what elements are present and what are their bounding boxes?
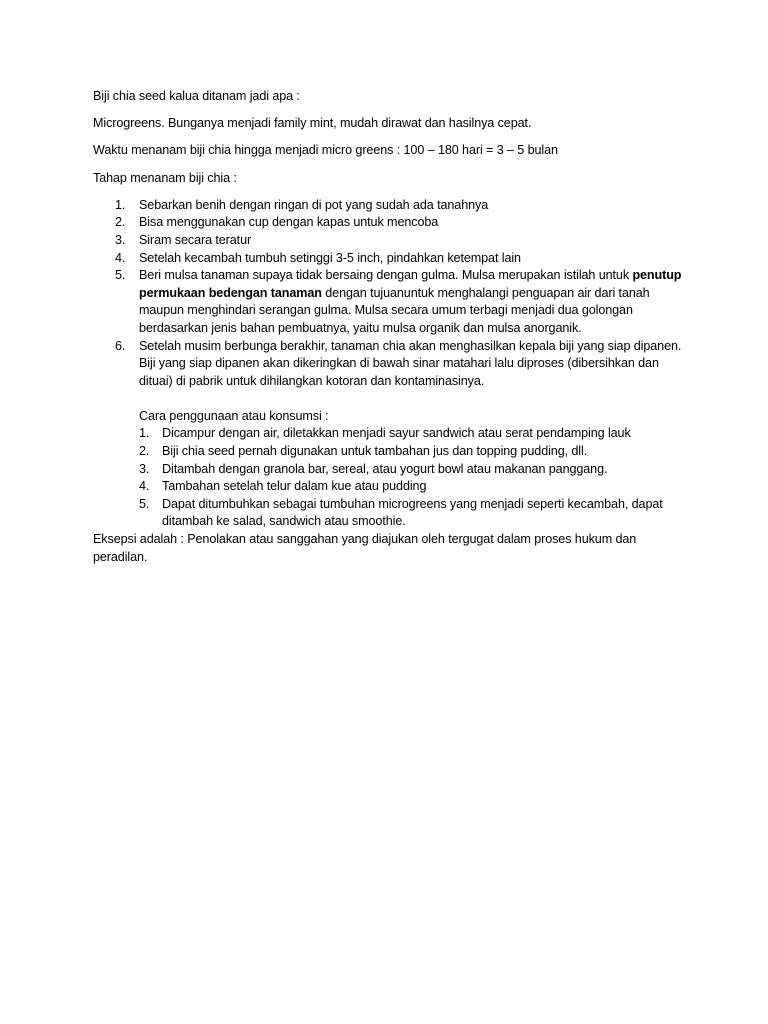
list-item <box>93 197 683 215</box>
list-number: 5. <box>115 268 126 283</box>
list-number: 1. <box>139 426 150 441</box>
list-item <box>139 443 683 461</box>
list-number: 4. <box>139 479 150 494</box>
list-number: 6. <box>115 338 126 353</box>
list-item <box>139 496 683 531</box>
list-item-text: Beri mulsa tanaman supaya tidak bersaing dengan gulma. Mulsa merupakan istilah untuk <box>139 268 633 283</box>
intro-line: Biji chia seed kalua ditanam jadi apa : <box>93 89 300 103</box>
list-item <box>93 267 683 337</box>
list-number: 3. <box>115 232 126 247</box>
list-item <box>93 232 683 250</box>
list-item <box>93 250 683 268</box>
list-item <box>139 425 683 443</box>
list-item-text: dengan tujuanuntuk menghalangi penguapan air dari tanah maupun menghindari serangan gulma. Mulsa secara umum terbagi menjadi dua golongan berdasarkan jenis bahan pembuatnya, yaitu mulsa organik dan mulsa anorganik. <box>139 285 650 335</box>
list-item-text: Dicampur dengan air, diletakkan menjadi sayur sandwich atau serat pendamping lauk <box>162 426 631 441</box>
stages-heading: Tahap menanam biji chia : <box>93 170 237 185</box>
usage-section <box>139 408 683 531</box>
list-item-text: Tambahan setelah telur dalam kue atau pudding <box>162 479 427 494</box>
list-number: 2. <box>115 215 126 230</box>
list-number: 5. <box>139 496 150 511</box>
list-item-text: Sebarkan benih dengan ringan di pot yang sudah ada tanahnya <box>139 197 489 212</box>
list-item-text: Setelah musim berbunga berakhir, tanaman chia akan menghasilkan kepala biji yang siap dipanen. Biji yang siap dipanen akan dikeringkan di bawah sinar matahari lalu diproses (dibersihkan dan dituai) di pabrik untuk dihilangkan kotoran dan kontaminasinya. <box>139 338 682 388</box>
list-number: 1. <box>115 197 126 212</box>
list-item <box>93 214 683 232</box>
list-item-text: Ditambah dengan granola bar, sereal, atau yogurt bowl atau makanan panggang. <box>162 461 608 476</box>
exception-paragraph: Eksepsi adalah : Penolakan atau sanggahan yang diajukan oleh tergugat dalam proses hukum dan peradilan. <box>93 532 637 564</box>
microgreens-paragraph: Microgreens. Bunganya menjadi family mint, mudah dirawat dan hasilnya cepat. <box>93 116 532 131</box>
list-item <box>139 461 683 479</box>
list-number: 3. <box>139 461 150 476</box>
list-item-text: Bisa menggunakan cup dengan kapas untuk mencoba <box>139 215 439 230</box>
list-item-text: Setelah kecambah tumbuh setinggi 3-5 inch, pindahkan ketempat lain <box>139 250 521 265</box>
list-item-text: Biji chia seed pernah digunakan untuk tambahan jus dan topping pudding, dll. <box>162 444 588 459</box>
document-body <box>93 88 683 566</box>
planting-time-paragraph: Waktu menanam biji chia hingga menjadi micro greens : 100 – 180 hari = 3 – 5 bulan <box>93 143 558 158</box>
list-number: 2. <box>139 444 150 459</box>
list-item <box>139 478 683 496</box>
bold-term: penutup permukaan bedengan tanaman <box>139 268 682 300</box>
list-number: 4. <box>115 250 126 265</box>
list-item <box>93 338 683 391</box>
planting-steps-list <box>93 197 683 391</box>
usage-list <box>139 425 683 531</box>
list-item-text: Dapat ditumbuhkan sebagai tumbuhan microgreens yang menjadi seperti kecambah, dapat ditambah ke salad, sandwich atau smoothie. <box>162 496 663 529</box>
list-item-text: Siram secara teratur <box>139 232 252 247</box>
usage-heading: Cara penggunaan atau konsumsi : <box>139 408 329 423</box>
